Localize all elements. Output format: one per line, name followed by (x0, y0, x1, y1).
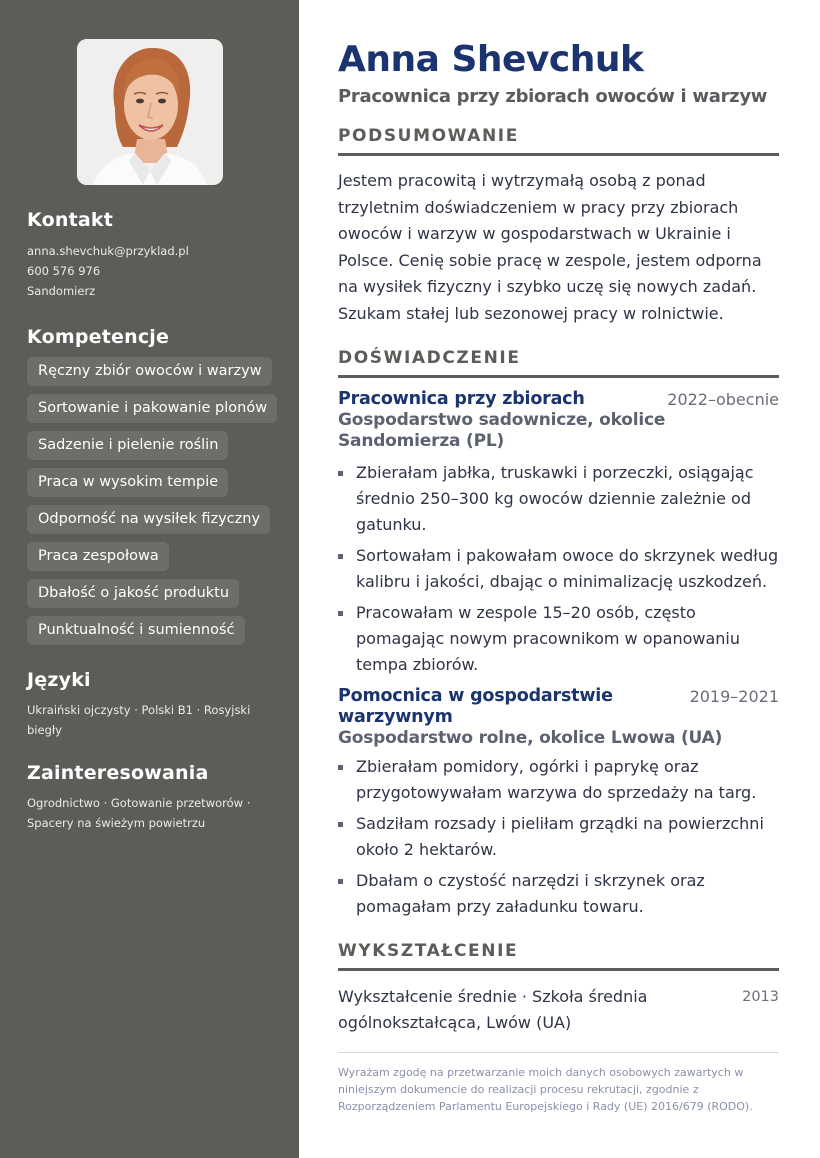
skill-chip: Ręczny zbiór owoców i warzyw (27, 357, 272, 386)
bullet-item (338, 600, 779, 678)
bullet-icon (338, 879, 343, 884)
skills-heading: Kompetencje (27, 326, 170, 348)
job-title: Pomocnica w gospodarstwie warzywnym (338, 686, 613, 727)
bullet-text: Zbierałam jabłka, truskawki i porzeczki, osiągając średnio 250–300 kg owoców dziennie zależnie od gatunku. (356, 463, 754, 534)
candidate-role: Pracownica przy zbiorach owoców i warzyw (338, 86, 768, 107)
profile-photo (77, 39, 223, 185)
education-heading: WYKSZTAŁCENIE (338, 940, 779, 971)
bullet-icon (338, 611, 343, 616)
skill-chip: Praca w wysokim tempie (27, 468, 228, 497)
portrait-image (77, 39, 223, 185)
job-dates: 2019–2021 (689, 687, 779, 706)
skill-chip: Praca zespołowa (27, 542, 169, 571)
job-title: Pracownica przy zbiorach (338, 389, 585, 409)
bullet-text: Pracowałam w zespole 15–20 osób, często pomagając nowym pracownikom w opanowaniu tempa zbiorów. (356, 603, 741, 674)
skill-chip: Sadzenie i pielenie roślin (27, 431, 228, 460)
interests-text: Ogrodnictwo · Gotowanie przetworów · Spacery na świeżym powietrzu (27, 796, 251, 830)
contact-heading: Kontakt (27, 209, 113, 231)
phone-text[interactable]: 600 576 976 (27, 264, 101, 278)
contact-details (27, 241, 272, 301)
summary-text: Jestem pracowitą i wytrzymałą osobą z ponad trzyletnim doświadczeniem w pracy przy zbiorach owoców i warzyw w gospodarstwach w Ukrainie i Polsce. Cenię sobie pracę w zespole, jestem odporna na wysiłek fizyczny i szybko uczę się nowych zadań. Szukam stałej lub sezonowej pracy w rolnictwie. (338, 171, 762, 323)
bullet-item (338, 543, 779, 595)
bullet-item (338, 868, 779, 920)
bullet-item (338, 754, 779, 806)
experience-heading: DOŚWIADCZENIE (338, 347, 779, 378)
job-dates: 2022–obecnie (667, 390, 779, 409)
bullet-text: Sortowałam i pakowałam owoce do skrzynek według kalibru i jakości, dbając o minimalizację uszkodzeń. (356, 546, 779, 591)
job-company: Gospodarstwo sadownicze, okolice Sandomierza (PL) (338, 410, 666, 451)
education-text: Wykształcenie średnie · Szkoła średnia ogólnokształcąca, Lwów (UA) (338, 987, 648, 1032)
sidebar (0, 0, 299, 1158)
candidate-name: Anna Shevchuk (338, 39, 644, 80)
bullet-item (338, 460, 779, 538)
city-text: Sandomierz (27, 284, 96, 298)
bullet-text: Zbierałam pomidory, ogórki i paprykę oraz przygotowywałam warzywa do sprzedaży na targ. (356, 757, 757, 802)
bullet-icon (338, 554, 343, 559)
email-text[interactable]: anna.shevchuk@przyklad.pl (27, 244, 189, 258)
skill-chip: Sortowanie i pakowanie plonów (27, 394, 277, 423)
bullet-icon (338, 471, 343, 476)
job-bullets (338, 754, 779, 920)
skill-chip: Punktualność i sumienność (27, 616, 245, 645)
bullet-icon (338, 765, 343, 770)
bullet-item (338, 811, 779, 863)
bullet-text: Sadziłam rozsady i pieliłam grządki na powierzchni około 2 hektarów. (356, 814, 764, 859)
job-entry (338, 686, 779, 920)
main-content (338, 38, 779, 1115)
skill-chip: Dbałość o jakość produktu (27, 579, 239, 608)
job-bullets (338, 460, 779, 678)
languages-heading: Języki (27, 669, 91, 691)
job-company: Gospodarstwo rolne, okolice Lwowa (UA) (338, 728, 723, 748)
skill-chip: Odporność na wysiłek fizyczny (27, 505, 270, 534)
education-year: 2013 (742, 989, 779, 1005)
bullet-icon (338, 822, 343, 827)
education-entry (338, 984, 779, 1036)
gdpr-consent: Wyrażam zgodę na przetwarzanie moich danych osobowych zawartych w niniejszym dokumencie do realizacji procesu rekrutacji, zgodnie z Rozporządzeniem Parlamentu Europejskiego i Rady (UE) 2016/679 (RODO). (338, 1066, 753, 1113)
skills-list (27, 357, 272, 653)
languages-text: Ukraiński ojczysty · Polski B1 · Rosyjski biegły (27, 703, 251, 737)
interests-heading: Zainteresowania (27, 762, 209, 784)
summary-heading: PODSUMOWANIE (338, 125, 779, 156)
job-entry (338, 389, 779, 678)
bullet-text: Dbałam o czystość narzędzi i skrzynek oraz pomagałam przy załadunku towaru. (356, 871, 705, 916)
divider (338, 1052, 779, 1053)
